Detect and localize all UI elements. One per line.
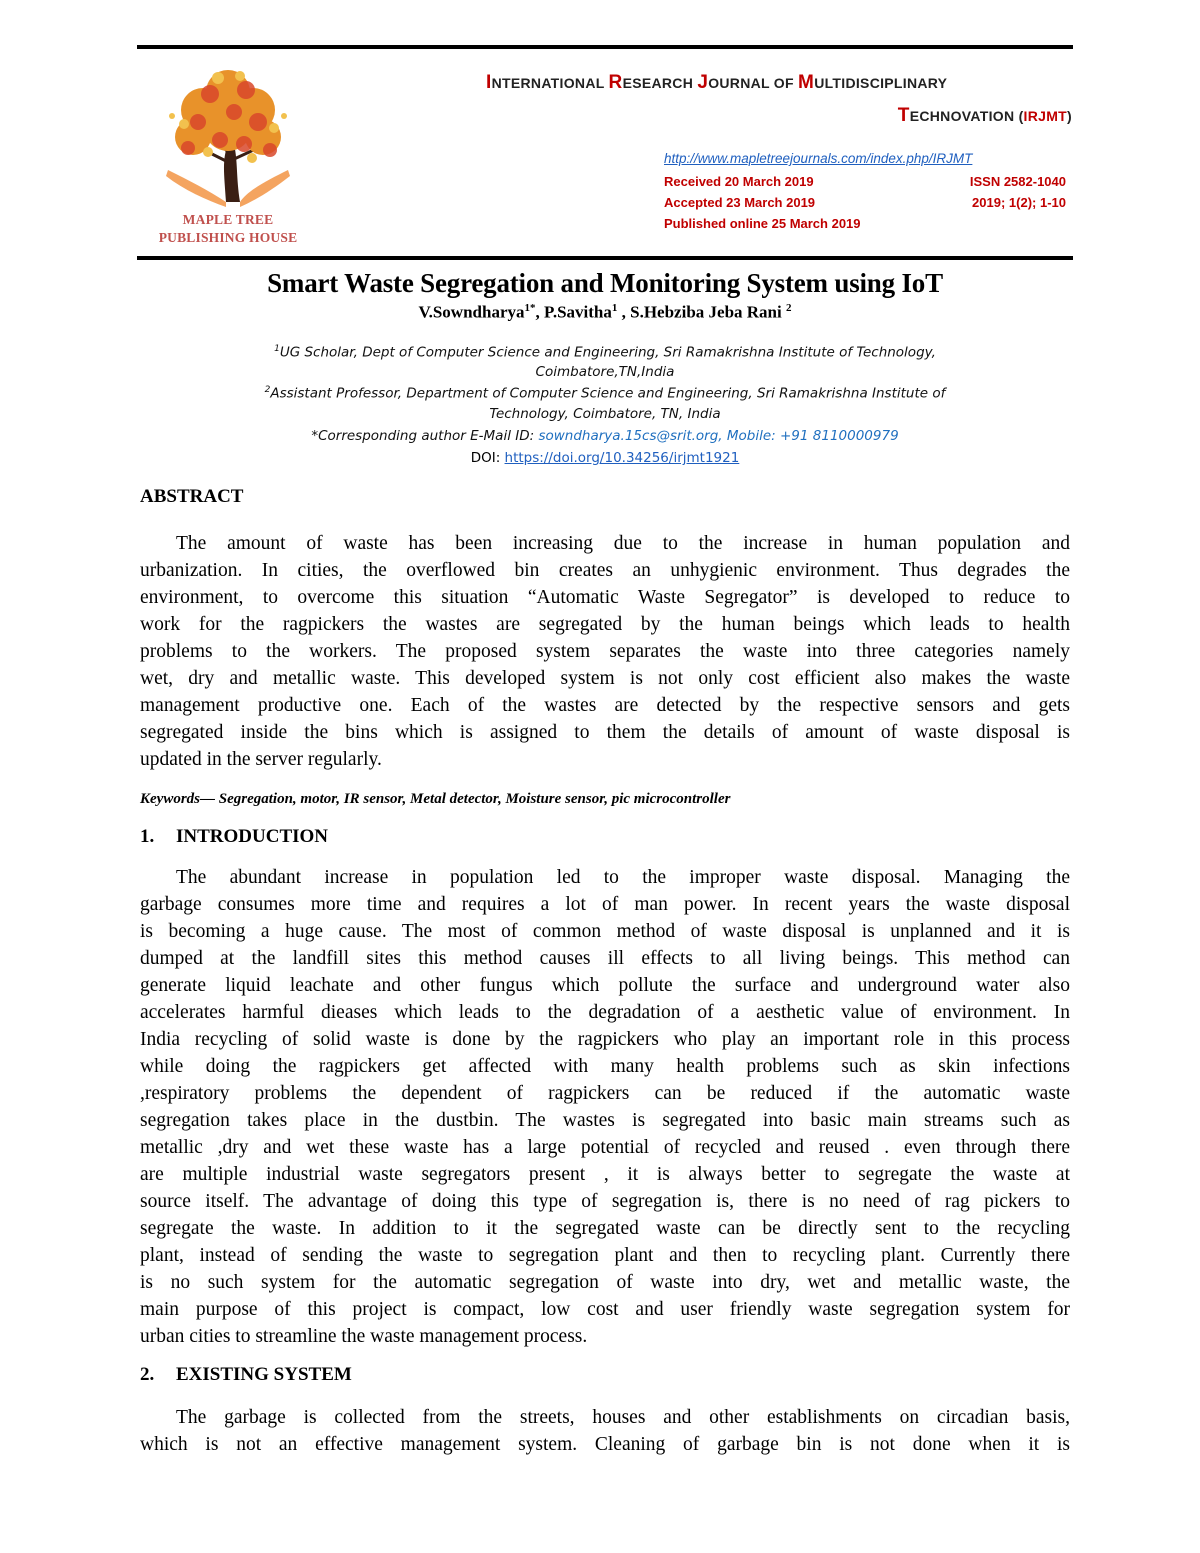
text-line: accelerates harmful dieases which leads to the degradation of a aesthetic value of environment. In bbox=[140, 1002, 1070, 1023]
issn: ISSN 2582-1040 bbox=[969, 174, 1066, 189]
text-line: management productive one. Each of the wastes are detected by the respective sensors and gets bbox=[140, 695, 1070, 716]
journal-abbr: IRJMT bbox=[1023, 108, 1068, 124]
publisher-logo bbox=[148, 52, 308, 250]
header-bottom-rule bbox=[137, 256, 1073, 260]
affiliation-1-cont: Coimbatore,TN,India bbox=[535, 364, 675, 380]
journal-name-line1 bbox=[486, 72, 947, 94]
existing-system-body bbox=[140, 1404, 1070, 1458]
journal-word: NTERNATIONAL bbox=[491, 75, 609, 91]
doi-label: DOI: bbox=[470, 450, 505, 466]
introduction-body bbox=[140, 864, 1070, 1350]
affil-mark: 1 bbox=[274, 344, 280, 354]
journal-word: ULTIDISCIPLINARY bbox=[814, 75, 948, 91]
journal-word: ) bbox=[1067, 108, 1072, 124]
affil-text: UG Scholar, Dept of Computer Science and Engineering, Sri Ramakrishna Institute of Technology, bbox=[279, 344, 936, 361]
accepted-date: Accepted 23 March 2019 bbox=[664, 195, 816, 210]
author-sep: , bbox=[535, 302, 544, 322]
author-affil-mark: 1* bbox=[524, 302, 536, 314]
author-name: S.Hebziba Jeba Rani bbox=[630, 302, 786, 322]
text-line: problems to the workers. The proposed system separates the waste into three categories namely bbox=[140, 641, 1070, 662]
journal-word: ECHNOVATION ( bbox=[909, 108, 1024, 124]
volume-issue-pages: 2019; 1(2); 1-10 bbox=[972, 195, 1066, 210]
affil-text: Assistant Professor, Department of Computer Science and Engineering, Sri Ramakrishna Institute of bbox=[270, 385, 946, 402]
doi-link[interactable]: https://doi.org/10.34256/irjmt1921 bbox=[504, 450, 740, 466]
text-line: main purpose of this project is compact, low cost and user friendly waste segregation system for bbox=[140, 1299, 1070, 1320]
text-line: work for the ragpickers the wastes are segregated by the human beings which leads to health bbox=[140, 614, 1070, 635]
affil-mark: 2 bbox=[264, 385, 271, 395]
text-line: metallic ,dry and wet these waste has a large potential of recycled and reused . even through there bbox=[140, 1137, 1070, 1158]
text-line: segregate the waste. In addition to it the segregated waste can be directly sent to the recycling bbox=[140, 1218, 1070, 1239]
section-heading-introduction bbox=[140, 826, 328, 848]
journal-cap: R bbox=[608, 72, 623, 93]
journal-url-link[interactable]: http://www.mapletreejournals.com/index.php/IRJMT bbox=[664, 151, 973, 166]
journal-word: ESEARCH bbox=[622, 75, 698, 91]
abstract-heading: ABSTRACT bbox=[140, 486, 244, 507]
journal-cap: T bbox=[897, 105, 910, 126]
text-line: segregation takes place in the dustbin. The wastes is segregated into basic main streams such as bbox=[140, 1110, 1070, 1131]
text-line: environment, to overcome this situation “Automatic Waste Segregator” is developed to reduce to bbox=[140, 587, 1070, 608]
text-line: source itself. The advantage of doing this type of segregation is, there is no need of rag pickers to bbox=[140, 1191, 1070, 1212]
text-line: dumped at the landfill sites this method causes ill effects to all living beings. This method can bbox=[140, 948, 1070, 969]
text-line: plant, instead of sending the waste to segregation plant and then to recycling plant. Currently there bbox=[140, 1245, 1070, 1266]
text-line: is becoming a huge cause. The most of common method of waste disposal is unplanned and it is bbox=[140, 921, 1070, 942]
text-line: is no such system for the automatic segregation of waste into dry, wet and metallic waste, the bbox=[140, 1272, 1070, 1293]
section-title: EXISTING SYSTEM bbox=[176, 1364, 352, 1385]
text-line: urban cities to streamline the waste management process. bbox=[140, 1326, 588, 1347]
text-line: ,respiratory problems the dependent of ragpickers can be reduced if the automatic waste bbox=[140, 1083, 1070, 1104]
author-affil-mark: 1 bbox=[611, 302, 618, 314]
text-line: The abundant increase in population led to the improper waste disposal. Managing the bbox=[176, 867, 1070, 888]
text-line: segregated inside the bins which is assigned to them the details of amount of waste disposal is bbox=[140, 722, 1070, 743]
author-affil-mark: 2 bbox=[785, 302, 792, 314]
corresponding-contact: sowndharya.15cs@srit.org, Mobile: +91 8110000979 bbox=[538, 428, 899, 444]
section-title: INTRODUCTION bbox=[176, 826, 329, 847]
author-list bbox=[137, 302, 1073, 323]
text-line: updated in the server regularly. bbox=[140, 749, 382, 770]
text-line: which is not an effective management system. Cleaning of garbage bin is not done when it is bbox=[140, 1434, 1070, 1455]
author-name: V.Sowndharya bbox=[418, 302, 525, 322]
section-heading-existing-system bbox=[140, 1364, 352, 1386]
affiliation-1 bbox=[137, 344, 1073, 361]
section-number: 2. bbox=[140, 1364, 155, 1385]
affiliation-2 bbox=[137, 385, 1073, 402]
maple-tree-hands-icon bbox=[148, 52, 308, 212]
received-date: Received 20 March 2019 bbox=[664, 174, 814, 189]
abstract-body bbox=[140, 530, 1070, 773]
text-line: The garbage is collected from the streets, houses and other establishments on circadian basis, bbox=[176, 1407, 1070, 1428]
doi bbox=[137, 450, 1073, 466]
text-line: India recycling of solid waste is done by the ragpickers who play an important role in this process bbox=[140, 1029, 1070, 1050]
text-line: garbage consumes more time and requires a lot of man power. In recent years the waste disposal bbox=[140, 894, 1070, 915]
paper-title: Smart Waste Segregation and Monitoring System using IoT bbox=[267, 268, 943, 298]
journal-word: OURNAL OF bbox=[708, 75, 799, 91]
logo-text-line1: MAPLE TREE bbox=[182, 212, 274, 227]
journal-name-line2 bbox=[898, 105, 1072, 127]
journal-cap: I bbox=[486, 72, 492, 93]
header-top-rule bbox=[137, 45, 1073, 49]
text-line: while doing the ragpickers get affected with many health problems such as skin infections bbox=[140, 1056, 1070, 1077]
author-name: P.Savitha bbox=[544, 302, 612, 322]
affiliation-2-cont: Technology, Coimbatore, TN, India bbox=[489, 406, 721, 422]
journal-cap: M bbox=[798, 72, 815, 93]
corresponding-author bbox=[137, 428, 1073, 444]
text-line: generate liquid leachate and other fungus which pollute the surface and underground water also bbox=[140, 975, 1070, 996]
text-line: urbanization. In cities, the overflowed bin creates an unhygienic environment. Thus degrades the bbox=[140, 560, 1070, 581]
section-number: 1. bbox=[140, 826, 155, 847]
corresponding-label: *Corresponding author E-Mail ID: bbox=[311, 428, 539, 444]
author-sep: , bbox=[617, 302, 631, 322]
keywords: Keywords— Segregation, motor, IR sensor, Metal detector, Moisture sensor, pic microcontroller bbox=[140, 791, 731, 807]
text-line: The amount of waste has been increasing due to the increase in human population and bbox=[176, 533, 1070, 554]
journal-cap: J bbox=[697, 72, 709, 93]
text-line: wet, dry and metallic waste. This developed system is not only cost efficient also makes the waste bbox=[140, 668, 1070, 689]
text-line: are multiple industrial waste segregators present , it is always better to segregate the waste at bbox=[140, 1164, 1070, 1185]
published-date: Published online 25 March 2019 bbox=[664, 216, 861, 231]
logo-text-line2: PUBLISHING HOUSE bbox=[158, 230, 298, 245]
